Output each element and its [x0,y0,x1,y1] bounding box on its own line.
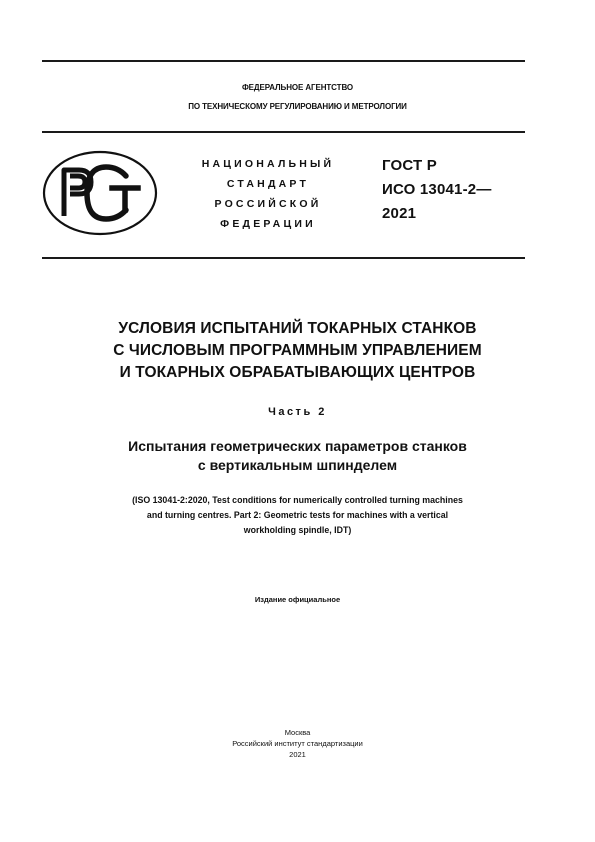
iso-reference-line-1: (ISO 13041-2:2020, Test conditions for numerically controlled turning machines [132,495,463,505]
title-line-1: УСЛОВИЯ ИСПЫТАНИЙ ТОКАРНЫХ СТАНКОВ [118,320,477,337]
standard-type-line-3: РОССИЙСКОЙ [214,198,322,210]
standard-type-line-2: СТАНДАРТ [226,178,310,190]
imprint-city: Москва [284,728,311,737]
title-line-2: С ЧИСЛОВЫМ ПРОГРАММНЫМ УПРАВЛЕНИЕМ [113,342,482,359]
standard-designation [382,154,492,226]
top-rule [42,60,525,62]
iso-reference-line-2: and turning centres. Part 2: Geometric tests for machines with a vertical [146,510,449,520]
designation-line-3: 2021 [382,205,417,222]
title-line-3: И ТОКАРНЫХ ОБРАБАТЫВАЮЩИХ ЦЕНТРОВ [119,364,476,381]
bottom-rule [42,257,525,259]
designation-line-1: ГОСТ Р [382,157,437,174]
agency-header [0,78,595,116]
rst-conformity-mark-icon [42,150,158,236]
standard-type [178,154,358,234]
imprint-year: 2021 [289,750,306,759]
subtitle-line-1: Испытания геометрических параметров станков [128,438,467,454]
standard-type-line-4: ФЕДЕРАЦИИ [220,218,316,230]
edition-note: Издание официальное [254,595,341,604]
subtitle-line-2: с вертикальным шпинделем [197,457,398,473]
agency-line-2: ПО ТЕХНИЧЕСКОМУ РЕГУЛИРОВАНИЮ И МЕТРОЛОГИИ [188,102,407,111]
document-title [0,318,595,384]
imprint-publisher: Российский институт стандартизации [232,739,363,748]
iso-reference [0,493,595,538]
imprint [0,727,595,760]
designation-line-2: ИСО 13041-2— [382,181,492,198]
iso-reference-line-3: workholding spindle, IDT) [243,525,352,535]
document-subtitle [0,437,595,475]
standard-type-line-1: НАЦИОНАЛЬНЫЙ [201,158,335,170]
part-number: Часть 2 [268,406,327,418]
middle-rule [42,131,525,133]
agency-line-1: ФЕДЕРАЛЬНОЕ АГЕНТСТВО [241,83,354,92]
